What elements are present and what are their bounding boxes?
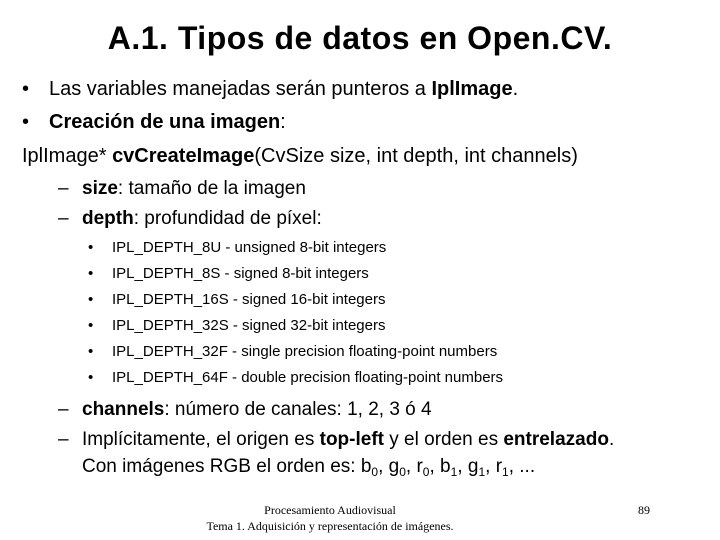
bullet-marker: • [22,78,30,100]
depth-item-text: IPL_DEPTH_8S - signed 8-bit integers [112,265,369,282]
slide-title: A.1. Tipos de datos en Open.CV. [107,20,613,56]
bullet-create-image [22,111,286,134]
bullet-marker: • [88,317,94,334]
depth-item [88,291,385,308]
depth-item [88,317,385,334]
bullet-marker: • [22,111,30,133]
type-name: IplImage [431,78,513,100]
punctuation: . [512,78,519,100]
page-number: 89 [638,503,650,517]
bullet-marker: • [88,291,94,308]
footer-course: Procesamiento Audiovisual [264,503,396,517]
note-bold: entrelazado [503,429,609,450]
rgb-g1: $g_1$ [467,456,486,479]
param-name: size [82,178,118,199]
function-params: (CvSize size, int depth, int channels) [254,145,578,167]
implicit-note [58,429,614,451]
function-signature [22,145,578,168]
depth-item [88,343,497,360]
dash-marker: – [58,208,69,229]
param-channels [58,399,432,421]
rgb-b1: $b_1$ [440,456,458,479]
depth-item-text: IPL_DEPTH_32S - signed 32-bit integers [112,317,386,334]
punctuation: : [280,111,286,133]
rgb-g0: $g_0$ [388,456,406,479]
rgb-order-text: Con imágenes RGB el orden es: [82,456,361,477]
dash-marker: – [58,399,69,420]
rgb-b0: $b_0$ [360,456,379,479]
rgb-order: Con imágenes RGB el orden es: $b_0$, $g_0$, $r_0$, $b_1$, $g_1$, $r_1$, ... [82,456,536,479]
bullet-text: Las variables manejadas serán punteros a [49,78,432,100]
param-desc: : tamaño de la imagen [117,178,306,199]
punctuation: . [608,429,615,450]
rgb-ellipsis: , ... [508,456,536,477]
param-desc: : profundidad de píxel: [133,208,322,229]
depth-item [88,265,369,282]
bullet-marker: • [88,369,94,386]
depth-item [88,239,386,256]
dash-marker: – [58,429,69,450]
bullet-marker: • [88,343,94,360]
rgb-r1: $r_1$ [495,456,509,479]
depth-item-text: IPL_DEPTH_16S - signed 16-bit integers [112,291,386,308]
depth-item-text: IPL_DEPTH_32F - single precision floating-point numbers [112,343,498,360]
note-bold: top-left [319,429,384,450]
param-desc: : número de canales: 1, 2, 3 ó 4 [164,399,432,420]
depth-item-text: IPL_DEPTH_8U - unsigned 8-bit integers [112,239,387,256]
dash-marker: – [58,178,69,199]
function-name: cvCreateImage [112,145,255,167]
bullet-heading: Creación de una imagen [49,111,281,133]
depth-item [88,369,503,386]
param-depth [58,208,322,230]
depth-item-text: IPL_DEPTH_64F - double precision floating-point numbers [112,369,504,386]
param-name: channels [82,399,165,420]
param-name: depth [82,208,134,229]
bullet-marker: • [88,265,94,282]
rgb-r0: $r_0$ [416,456,430,479]
return-type: IplImage* [22,145,113,167]
param-size [58,178,306,200]
note-text: Implícitamente, el origen es [82,429,320,450]
bullet-marker: • [88,239,94,256]
bullet-variables [22,78,518,101]
note-text: y el orden es [384,429,504,450]
footer-topic: Tema 1. Adquisición y representación de imágenes. [206,519,454,533]
